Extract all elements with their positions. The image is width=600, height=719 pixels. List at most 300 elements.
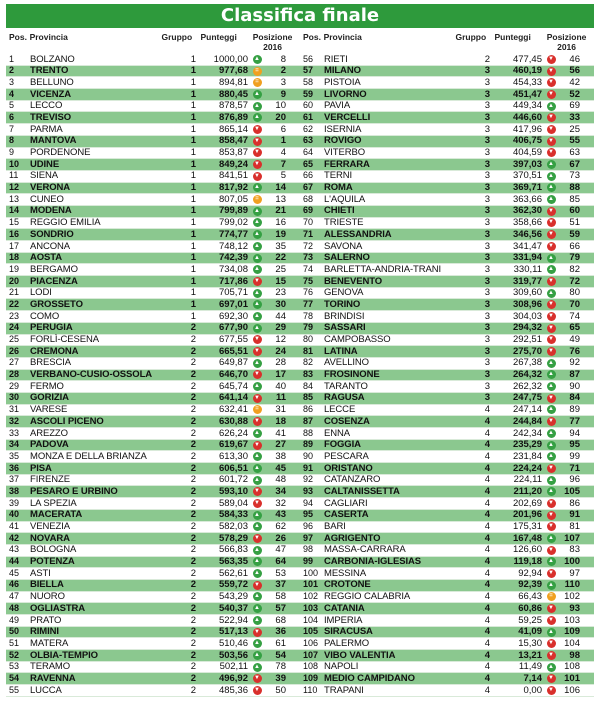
table-row: [300, 685, 594, 697]
cell-provincia: CARBONIA-IGLESIAS: [324, 556, 421, 568]
cell-posizione-2016: 6: [280, 123, 286, 135]
arrow-up-icon: ▲: [254, 453, 260, 460]
cell-gruppo: 3: [484, 217, 490, 229]
cell-pos: 24: [9, 322, 20, 333]
table-row: [300, 580, 594, 592]
trend-cell: [544, 254, 558, 263]
cell-gruppo: 3: [484, 275, 490, 287]
cell-gruppo: 1: [190, 65, 196, 77]
cell-punteggi: 502,11: [219, 661, 248, 673]
cell-pos: 2: [9, 65, 15, 76]
cell-posizione-2016: 93: [569, 602, 580, 614]
trend-cell: [250, 499, 264, 508]
table-row: [300, 241, 594, 253]
table-row: [300, 335, 594, 347]
cell-gruppo: 2: [190, 661, 196, 673]
cell-pos: 38: [9, 485, 20, 496]
arrow-down-icon: ▼: [254, 172, 260, 179]
cell-posizione-2016: 28: [275, 357, 286, 369]
cell-posizione-2016: 81: [569, 521, 580, 532]
cell-gruppo: 2: [190, 404, 196, 416]
cell-posizione-2016: 74: [569, 310, 580, 322]
cell-provincia: PISTOIA: [324, 76, 361, 88]
trend-cell: [544, 499, 558, 508]
cell-posizione-2016: 13: [275, 193, 286, 205]
arrow-up-icon: ▲: [548, 476, 554, 483]
cell-gruppo: 2: [190, 544, 196, 556]
cell-gruppo: 2: [190, 672, 196, 684]
arrow-up-icon: ▲: [254, 570, 260, 577]
cell-posizione-2016: 41: [275, 427, 286, 439]
cell-punteggi: 451,47: [512, 88, 542, 100]
cell-pos: 56: [303, 53, 314, 64]
table-row: [300, 615, 594, 627]
cell-gruppo: 4: [484, 579, 490, 591]
arrow-down-icon: ▼: [548, 523, 554, 530]
cell-provincia: TRAPANI: [324, 684, 364, 696]
table-row: [6, 416, 300, 428]
rows-left: [6, 54, 300, 697]
cell-punteggi: 641,14: [218, 392, 248, 404]
table-row: [300, 112, 594, 124]
table-row: [6, 77, 300, 89]
table-row: [300, 77, 594, 89]
arrow-up-icon: ▲: [254, 663, 260, 670]
cell-pos: 84: [303, 380, 314, 391]
cell-punteggi: 397,03: [512, 158, 542, 170]
trend-cell: [250, 277, 264, 286]
cell-pos: 109: [303, 672, 319, 683]
cell-pos: 83: [303, 369, 314, 380]
cell-posizione-2016: 102: [564, 591, 580, 603]
cell-punteggi: 619,67: [218, 439, 248, 451]
cell-pos: 41: [9, 521, 20, 531]
table-row: [6, 615, 300, 627]
cell-provincia: MASSA-CARRARA: [324, 544, 406, 556]
cell-gruppo: 2: [190, 380, 196, 392]
cell-posizione-2016: 38: [275, 450, 286, 462]
cell-punteggi: 894,81: [218, 76, 248, 88]
cell-pos: 106: [303, 637, 319, 648]
cell-gruppo: 3: [484, 135, 490, 147]
arrow-up-icon: ▲: [548, 172, 554, 179]
cell-punteggi: 13,21: [518, 649, 542, 661]
cell-provincia: SALERNO: [324, 252, 370, 264]
cell-posizione-2016: 47: [275, 544, 286, 556]
trend-cell: [544, 289, 558, 298]
cell-gruppo: 3: [484, 111, 490, 123]
arrow-down-icon: ▼: [548, 90, 554, 97]
trend-cell: [250, 289, 264, 298]
cell-gruppo: 2: [190, 602, 196, 614]
arrow-down-icon: ▼: [254, 137, 260, 144]
cell-gruppo: 2: [190, 322, 196, 334]
cell-gruppo: 3: [484, 392, 490, 404]
cell-punteggi: 92,39: [518, 579, 542, 591]
cell-pos: 26: [9, 345, 20, 356]
cell-pos: 48: [9, 602, 20, 613]
cell-punteggi: 330,11: [513, 263, 542, 275]
table-row: [300, 498, 594, 510]
table-row: [6, 66, 300, 78]
arrow-up-icon: ▲: [548, 628, 554, 635]
cell-posizione-2016: 49: [569, 334, 580, 345]
cell-provincia: RAGUSA: [324, 392, 365, 404]
table-row: [300, 358, 594, 370]
trend-cell: [250, 359, 264, 368]
trend-cell: [250, 464, 264, 473]
cell-posizione-2016: 109: [564, 626, 580, 638]
trend-cell: [250, 172, 264, 181]
cell-punteggi: 807,05: [218, 193, 248, 205]
cell-posizione-2016: 97: [569, 567, 580, 579]
cell-provincia: TERAMO: [30, 661, 71, 673]
arrow-down-icon: ▼: [254, 488, 260, 495]
cell-punteggi: 417,96: [512, 123, 542, 135]
cell-provincia: CROTONE: [324, 579, 371, 591]
cell-punteggi: 224,11: [513, 474, 542, 486]
cell-provincia: PRATO: [30, 614, 62, 626]
cell-provincia: ORISTANO: [324, 462, 373, 474]
arrow-down-icon: ▼: [548, 336, 554, 343]
cell-punteggi: 60,86: [518, 602, 542, 614]
cell-pos: 22: [9, 298, 20, 309]
cell-gruppo: 4: [484, 567, 490, 579]
table-row: [300, 148, 594, 160]
cell-pos: 54: [9, 672, 20, 683]
table-row: [6, 194, 300, 206]
cell-posizione-2016: 9: [280, 88, 286, 100]
cell-posizione-2016: 52: [569, 88, 580, 100]
cell-posizione-2016: 55: [569, 135, 580, 147]
cell-provincia: GORIZIA: [30, 392, 69, 404]
cell-pos: 58: [303, 76, 314, 87]
cell-provincia: BENEVENTO: [324, 275, 383, 287]
cell-pos: 46: [9, 579, 20, 590]
cell-gruppo: 4: [484, 497, 490, 509]
cell-pos: 21: [9, 287, 20, 298]
trend-cell: [544, 464, 558, 473]
cell-gruppo: 1: [190, 88, 196, 100]
table-row: [6, 299, 300, 311]
table-row: [6, 557, 300, 569]
cell-punteggi: 264,32: [512, 369, 542, 381]
cell-posizione-2016: 15: [275, 275, 286, 287]
cell-provincia: AREZZO: [30, 427, 68, 439]
cell-provincia: VICENZA: [30, 88, 71, 100]
arrow-down-icon: ▼: [548, 219, 554, 226]
cell-punteggi: 319,77: [512, 275, 542, 287]
arrow-up-icon: ▲: [254, 429, 260, 436]
trend-cell: [544, 476, 558, 485]
cell-punteggi: 66,43: [518, 591, 542, 603]
table-row: [6, 428, 300, 440]
cell-punteggi: 15,30: [518, 637, 542, 649]
cell-gruppo: 4: [484, 556, 490, 568]
cell-pos: 107: [303, 649, 319, 660]
table-row: [6, 253, 300, 265]
arrow-down-icon: ▼: [548, 125, 554, 132]
cell-pos: 14: [9, 205, 20, 216]
header-pos: Pos.: [303, 32, 321, 42]
cell-provincia: RIMINI: [30, 626, 59, 638]
cell-provincia: L'AQUILA: [324, 193, 366, 205]
table-row: [300, 650, 594, 662]
cell-punteggi: 11,49: [518, 661, 542, 673]
cell-punteggi: 275,70: [512, 345, 542, 357]
trend-cell: [250, 441, 264, 450]
trend-cell: [250, 113, 264, 122]
table-row: [6, 638, 300, 650]
cell-pos: 36: [9, 462, 20, 473]
cell-posizione-2016: 63: [569, 147, 580, 158]
table-row: [6, 475, 300, 487]
cell-gruppo: 3: [484, 158, 490, 170]
cell-gruppo: 3: [484, 287, 490, 299]
cell-pos: 31: [9, 404, 20, 415]
cell-pos: 80: [303, 334, 314, 344]
trend-cell: [250, 265, 264, 274]
cell-gruppo: 4: [484, 474, 490, 486]
arrow-up-icon: ▲: [254, 242, 260, 249]
trend-cell: [250, 382, 264, 391]
header-gruppo: Gruppo: [161, 32, 193, 42]
cell-punteggi: 477,45: [512, 53, 542, 65]
cell-posizione-2016: 5: [280, 170, 286, 182]
cell-gruppo: 2: [190, 334, 196, 345]
trend-cell: [250, 55, 264, 64]
trend-cell: [544, 160, 558, 169]
cell-provincia: MONZA E DELLA BRIANZA: [30, 450, 147, 462]
cell-punteggi: 742,39: [218, 252, 248, 264]
cell-gruppo: 3: [484, 252, 490, 264]
cell-pos: 49: [9, 614, 20, 625]
cell-posizione-2016: 20: [275, 111, 286, 123]
cell-posizione-2016: 106: [564, 684, 580, 696]
header-provincia: Provincia: [323, 32, 362, 42]
table-row: [6, 545, 300, 557]
arrow-down-icon: ▼: [254, 348, 260, 355]
table-row: [6, 264, 300, 276]
cell-provincia: TRENTO: [30, 65, 69, 77]
cell-provincia: TERNI: [324, 170, 353, 182]
cell-provincia: SIRACUSA: [324, 626, 373, 638]
trend-cell: [544, 534, 558, 543]
trend-cell: [250, 581, 264, 590]
cell-punteggi: 717,86: [218, 275, 248, 287]
cell-posizione-2016: 101: [564, 672, 580, 684]
cell-posizione-2016: 72: [569, 275, 580, 287]
cell-provincia: NAPOLI: [324, 661, 359, 673]
cell-pos: 9: [9, 147, 15, 157]
cell-posizione-2016: 25: [275, 263, 286, 275]
cell-posizione-2016: 79: [569, 252, 580, 264]
cell-punteggi: 562,61: [218, 567, 248, 579]
cell-provincia: CATANIA: [324, 602, 365, 614]
trend-cell: [544, 265, 558, 274]
cell-posizione-2016: 85: [569, 193, 580, 205]
trend-cell: [544, 604, 558, 613]
cell-pos: 92: [303, 474, 314, 485]
cell-gruppo: 2: [190, 556, 196, 568]
cell-provincia: AGRIGENTO: [324, 532, 381, 544]
trend-cell: [250, 102, 264, 111]
table-row: [300, 171, 594, 183]
cell-posizione-2016: 51: [569, 217, 580, 229]
arrow-down-icon: ▼: [254, 675, 260, 682]
cell-punteggi: 582,03: [218, 521, 248, 532]
arrow-up-icon: ▲: [254, 289, 260, 296]
arrow-up-icon: ▲: [254, 616, 260, 623]
cell-posizione-2016: 29: [275, 322, 286, 334]
table-row: [300, 545, 594, 557]
trend-cell: [250, 195, 264, 204]
table-row: [6, 183, 300, 195]
cell-pos: 72: [303, 240, 314, 251]
cell-provincia: ASTI: [30, 567, 51, 579]
cell-punteggi: 485,36: [218, 684, 248, 696]
cell-gruppo: 2: [190, 591, 196, 603]
cell-provincia: BARI: [324, 521, 346, 532]
cell-posizione-2016: 4: [280, 147, 286, 158]
cell-posizione-2016: 31: [275, 404, 286, 416]
cell-punteggi: 7,14: [523, 672, 542, 684]
cell-gruppo: 2: [190, 345, 196, 357]
cell-gruppo: 1: [190, 170, 196, 182]
arrow-down-icon: ▼: [548, 616, 554, 623]
cell-gruppo: 3: [484, 298, 490, 310]
cell-provincia: VERONA: [30, 182, 71, 194]
arrow-down-icon: ▼: [548, 418, 554, 425]
trend-cell: [544, 277, 558, 286]
table-row: [300, 522, 594, 534]
cell-gruppo: 3: [484, 263, 490, 275]
arrow-down-icon: ▼: [548, 546, 554, 553]
cell-gruppo: 4: [484, 661, 490, 673]
cell-posizione-2016: 18: [275, 415, 286, 427]
cell-pos: 66: [303, 170, 314, 181]
table-row: [300, 393, 594, 405]
table-row: [300, 416, 594, 428]
cell-punteggi: 677,90: [218, 322, 248, 334]
cell-pos: 28: [9, 369, 20, 380]
cell-punteggi: 646,70: [218, 369, 248, 381]
cell-posizione-2016: 88: [569, 182, 580, 194]
cell-pos: 105: [303, 626, 319, 637]
table-row: [300, 299, 594, 311]
cell-pos: 44: [9, 556, 20, 567]
cell-provincia: ROVIGO: [324, 135, 362, 147]
arrow-up-icon: ▲: [254, 102, 260, 109]
cell-pos: 34: [9, 439, 20, 450]
table-row: [300, 288, 594, 300]
cell-pos: 59: [303, 88, 314, 99]
table-row: [6, 405, 300, 417]
arrow-down-icon: ▼: [548, 231, 554, 238]
table-row: [300, 603, 594, 615]
cell-punteggi: 267,38: [512, 357, 542, 369]
cell-posizione-2016: 10: [275, 100, 286, 112]
arrow-down-icon: ▼: [548, 242, 554, 249]
table-row: [300, 475, 594, 487]
arrow-down-icon: ▼: [254, 394, 260, 401]
cell-gruppo: 1: [190, 100, 196, 112]
arrow-up-icon: ▲: [254, 558, 260, 565]
cell-posizione-2016: 7: [280, 158, 286, 170]
arrow-down-icon: ▼: [548, 605, 554, 612]
cell-gruppo: 2: [190, 415, 196, 427]
header-posizione-line1: Posizione: [546, 32, 587, 42]
cell-gruppo: 4: [484, 532, 490, 544]
arrow-up-icon: ▲: [254, 301, 260, 308]
cell-posizione-2016: 39: [275, 672, 286, 684]
cell-posizione-2016: 56: [569, 65, 580, 77]
cell-gruppo: 3: [484, 65, 490, 77]
trend-cell: [250, 218, 264, 227]
cell-gruppo: 2: [190, 439, 196, 451]
equal-icon: =: [547, 592, 556, 601]
table-row: [6, 323, 300, 335]
cell-punteggi: 645,74: [218, 380, 248, 392]
cell-provincia: SASSARI: [324, 322, 366, 334]
arrow-up-icon: ▲: [254, 605, 260, 612]
cell-gruppo: 4: [484, 684, 490, 696]
cell-posizione-2016: 1: [280, 135, 286, 147]
cell-pos: 78: [303, 310, 314, 321]
table-row: [6, 650, 300, 662]
cell-punteggi: 167,48: [512, 532, 542, 544]
cell-provincia: LATINA: [324, 345, 358, 357]
cell-provincia: TREVISO: [30, 111, 72, 123]
table-row: [6, 393, 300, 405]
cell-posizione-2016: 61: [275, 637, 286, 649]
cell-posizione-2016: 68: [275, 614, 286, 626]
arrow-up-icon: ▲: [254, 476, 260, 483]
cell-provincia: ASCOLI PICENO: [30, 415, 104, 427]
cell-posizione-2016: 14: [275, 182, 286, 194]
cell-punteggi: 632,41: [218, 404, 248, 416]
table-row: [300, 662, 594, 674]
cell-posizione-2016: 78: [275, 661, 286, 673]
cell-gruppo: 1: [190, 240, 196, 252]
cell-provincia: VENEZIA: [30, 521, 70, 532]
cell-posizione-2016: 62: [275, 521, 286, 532]
cell-gruppo: 3: [484, 357, 490, 369]
arrow-up-icon: ▲: [548, 289, 554, 296]
trend-cell: [544, 78, 558, 87]
trend-cell: [544, 557, 558, 566]
cell-pos: 65: [303, 158, 314, 169]
trend-cell: [250, 592, 264, 601]
cell-posizione-2016: 90: [569, 380, 580, 392]
cell-punteggi: 677,55: [218, 334, 248, 345]
trend-cell: [250, 674, 264, 683]
cell-pos: 32: [9, 415, 20, 426]
cell-gruppo: 1: [190, 205, 196, 217]
cell-gruppo: 3: [484, 345, 490, 357]
cell-pos: 62: [303, 123, 314, 134]
trend-cell: [544, 55, 558, 64]
cell-punteggi: 460,19: [512, 65, 542, 77]
cell-pos: 25: [9, 334, 20, 344]
trend-cell: [544, 651, 558, 660]
trend-cell: [250, 651, 264, 660]
cell-provincia: CATANZARO: [324, 474, 381, 486]
trend-cell: [250, 616, 264, 625]
cell-provincia: RIETI: [324, 53, 348, 65]
trend-cell: [250, 628, 264, 637]
cell-posizione-2016: 26: [275, 532, 286, 544]
